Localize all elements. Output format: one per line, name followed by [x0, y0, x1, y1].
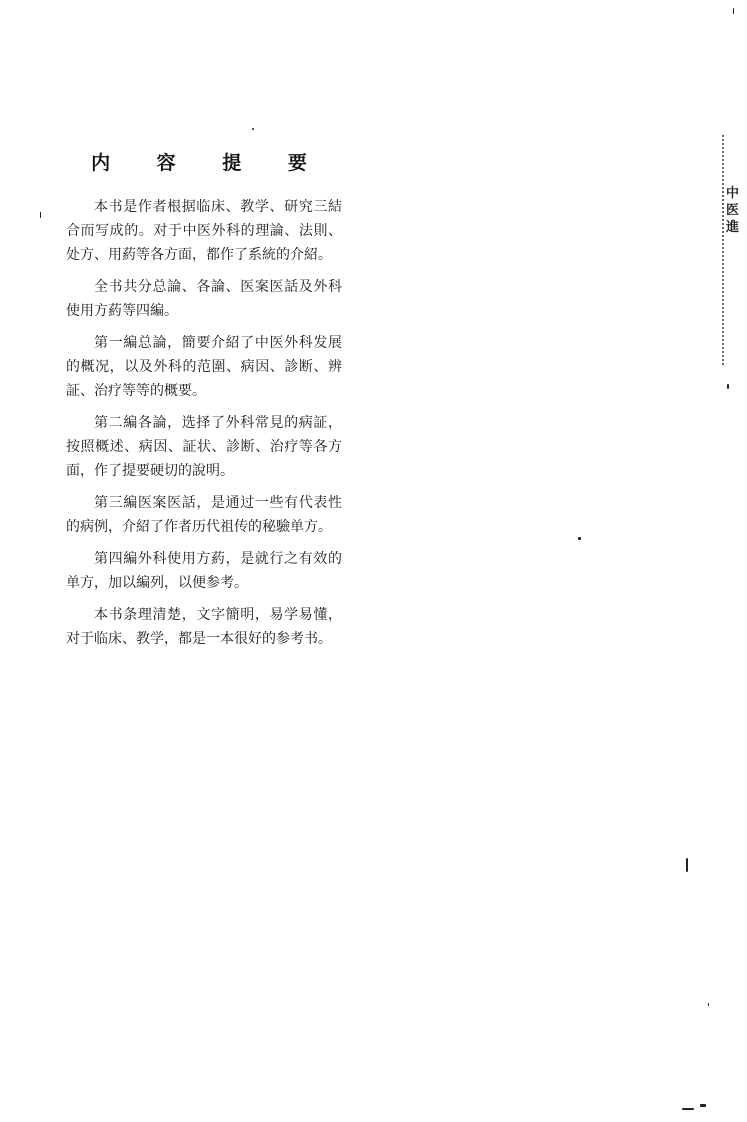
- scan-speck: [700, 1104, 706, 1107]
- paragraph-1: 本书是作者根据临床、教学、研究三結合而写成的。对于中医外科的理論、法則、处方、用葯等各方面，都作了系統的介紹。: [66, 199, 342, 263]
- paragraph-3: 第一編总論，簡要介紹了中医外科发展的概况，以及外科的范圍、病因、診断、辨証、治疗等等的概要。: [66, 335, 342, 399]
- edge-dotted-strip: [722, 135, 726, 365]
- paragraph-7: 本书条理清楚，文字簡明，易学易懂，对于临床、教学，都是一本很好的参考书。: [66, 607, 342, 647]
- summary-section: [66, 148, 342, 659]
- scan-speck: [578, 537, 581, 540]
- scan-speck: [733, 8, 734, 14]
- scan-speck: [708, 1003, 709, 1006]
- scan-speck: [252, 128, 254, 130]
- scan-speck: [686, 858, 688, 872]
- bleed-through-text: 中医 進: [726, 186, 740, 235]
- paragraph-5: 第三編医案医話，是通过一些有代表性的病例，介紹了作者历代祖传的秘驗单方。: [66, 495, 342, 535]
- paragraph-6: 第四編外科使用方葯，是就行之有效的单方，加以編列，以便参考。: [66, 551, 342, 591]
- scan-speck: [727, 384, 729, 389]
- page-edge-bleed: [722, 135, 746, 395]
- scan-speck: [682, 1108, 694, 1110]
- paragraph-4: 第二編各論，选择了外科常見的病証，按照概述、病因、証状、診断、治疗等各方面，作了提要硬切的說明。: [66, 415, 342, 479]
- page-title: 内 容 提 要: [91, 152, 327, 174]
- paragraph-2: 全书共分总論、各論、医案医話及外科使用方葯等四編。: [66, 279, 342, 319]
- scan-speck: [40, 212, 41, 218]
